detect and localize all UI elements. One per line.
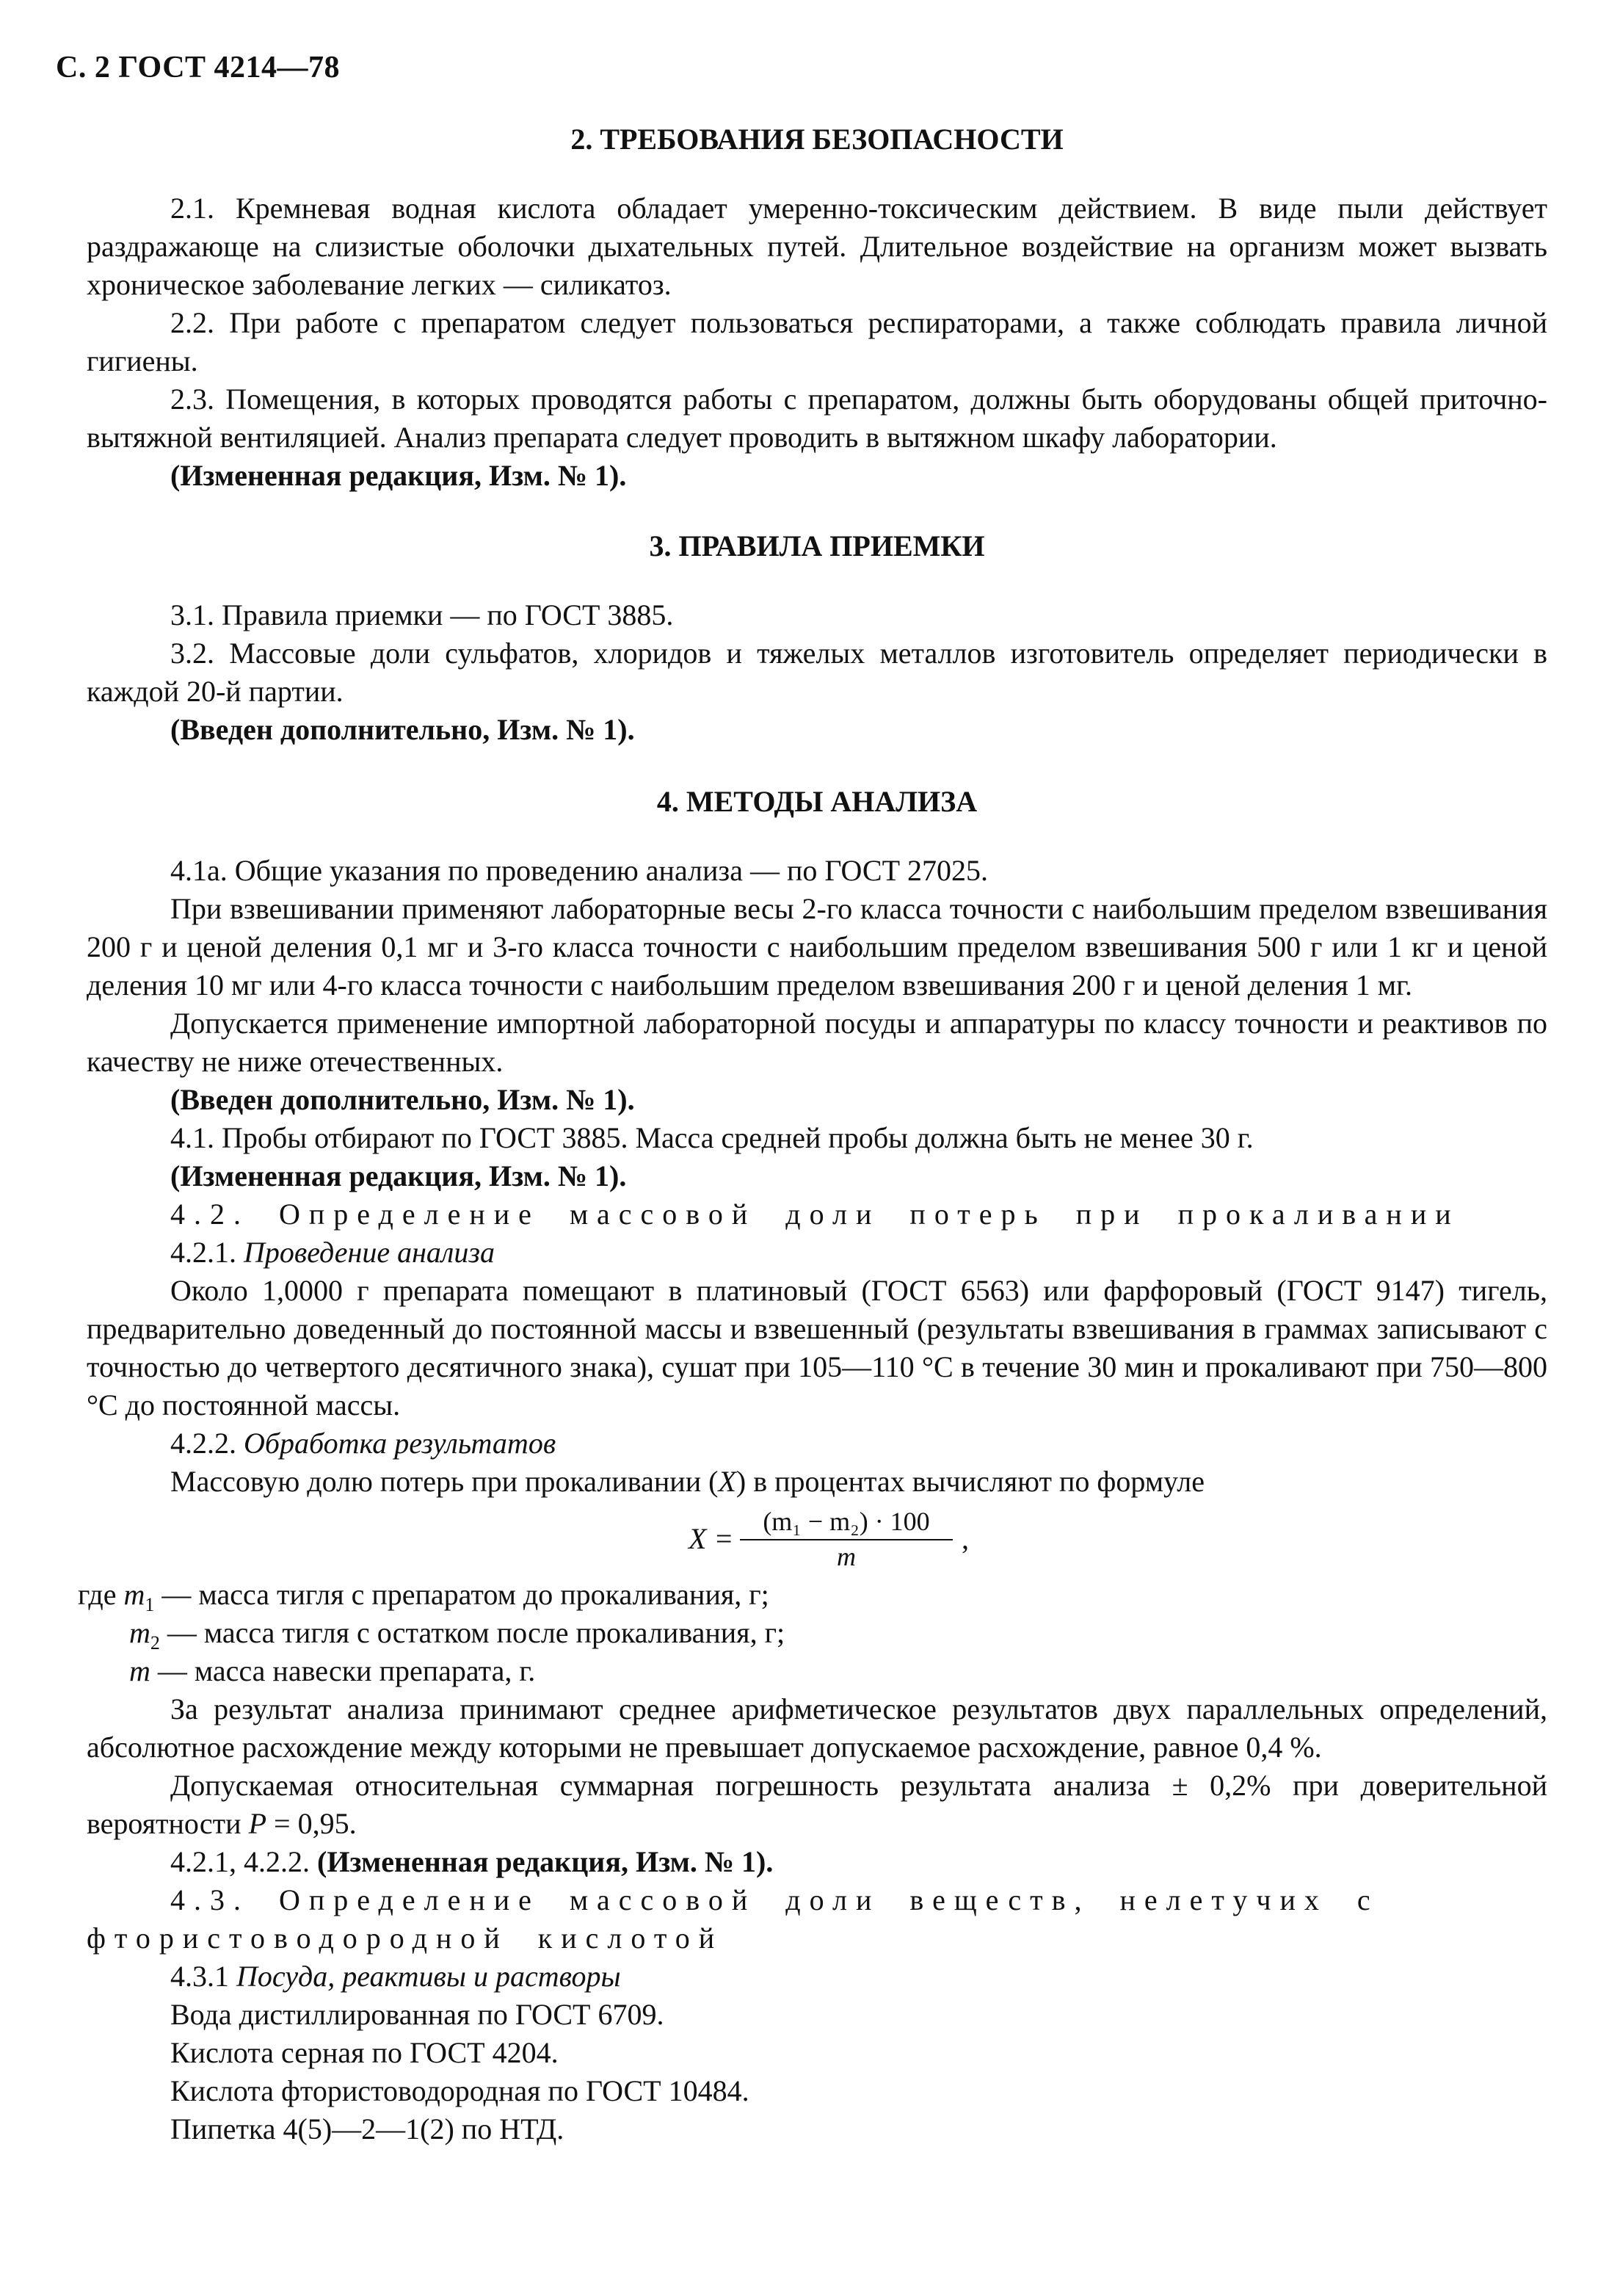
paragraph-4-3: 4.3. Определение массовой доли веществ, нелетучих с фтористоводородной кислотой	[87, 1883, 1379, 1955]
text-fragment: = 0,95.	[266, 1807, 357, 1840]
variable-m: m	[129, 1616, 150, 1649]
subscript: 1	[145, 1594, 155, 1615]
section-title-safety: 2. ТРЕБОВАНИЯ БЕЗОПАСНОСТИ	[570, 123, 1064, 156]
variable-p: P	[248, 1807, 267, 1840]
legend-row-m1	[78, 1576, 1547, 1614]
legend-row-m	[129, 1652, 1547, 1690]
added-note: (Введен дополнительно, Изм. № 1).	[170, 713, 635, 746]
paragraph-4-1: 4.1. Пробы отбирают по ГОСТ 3885. Масса средней пробы должна быть не менее 30 г.	[170, 1121, 1254, 1154]
variable-m: m	[129, 1654, 150, 1687]
subsection-4-2-1	[87, 1234, 1547, 1272]
paragraph-procedure: Около 1,0000 г препарата помещают в платиновый (ГОСТ 6563) или фарфоровый (ГОСТ 9147) тигель, предварительно доведенный до постоянной массы и взвешенный (результаты взвешивания в граммах записывают с точностью до четвертого десятичного знака), сушат при 105—110 °С в течение 30 мин и прокаливают при 750—800 °С до постоянной массы.	[87, 1274, 1547, 1422]
subsection-number: 4.3.1	[170, 1960, 236, 1993]
text-fragment: Массовую долю потерь при прокаливании (	[170, 1465, 719, 1498]
formula-lhs: X =	[689, 1522, 734, 1555]
subsection-title: Проведение анализа	[244, 1236, 495, 1269]
amendment-note: (Измененная редакция, Изм. № 1).	[170, 459, 627, 492]
paragraph-3-2: 3.2. Массовые доли сульфатов, хлоридов и тяжелых металлов изготовитель определяет периодически в каждой 20-й партии.	[87, 637, 1547, 708]
subsection-4-3-1	[87, 1958, 1547, 1996]
list-item: Кислота фтористоводородная по ГОСТ 10484.	[170, 2074, 749, 2107]
text-fragment: 4.2.1, 4.2.2.	[170, 1845, 317, 1878]
formula-fraction	[740, 1505, 953, 1573]
paragraph-weighing: При взвешивании применяют лабораторные весы 2-го класса точности с наибольшим пределом взвешивания 200 г и ценой деления 0,1 мг и 3-го класса точности с наибольшим пределом взвешивания 500 г или 1 кг и ценой деления 10 мг или 4-го класса точности с наибольшим пределом взвешивания 200 г и ценой деления 1 мг.	[87, 892, 1547, 1002]
section-title-methods: 4. МЕТОДЫ АНАЛИЗА	[656, 785, 978, 818]
formula-denominator: m	[837, 1542, 856, 1571]
formula	[87, 1505, 1547, 1573]
paragraph-2-1: 2.1. Кремневая водная кислота обладает умеренно-токсическим действием. В виде пыли действует раздражающе на слизистые оболочки дыхательных путей. Длительное воздействие на организм может вызвать хроническое заболевание легких — силикатоз.	[87, 192, 1547, 301]
formula-legend	[78, 1576, 1547, 1690]
subscript: 2	[150, 1632, 160, 1654]
added-note-2: (Введен дополнительно, Изм. № 1).	[170, 1083, 635, 1116]
paragraph-4-2: 4.2. Определение массовой доли потерь при прокаливании	[170, 1198, 1460, 1231]
paragraph-error	[87, 1767, 1547, 1843]
formula-comma: ,	[962, 1522, 969, 1555]
paragraph-result: За результат анализа принимают среднее арифметическое результатов двух параллельных определений, абсолютное расхождение между которыми не превышает допускаемое расхождение, равное 0,4 %.	[87, 1692, 1547, 1764]
subsection-title: Обработка результатов	[244, 1427, 556, 1460]
subsection-title: Посуда, реактивы и растворы	[236, 1960, 621, 1993]
legend-prefix: где	[78, 1578, 124, 1611]
formula-numerator: (m₁ − m₂) · 100	[740, 1505, 953, 1540]
list-item: Вода дистиллированная по ГОСТ 6709.	[170, 1998, 664, 2031]
text-fragment: Допускаемая относительная суммарная погрешность результата анализа ± 0,2% при доверительной вероятности	[87, 1769, 1547, 1840]
list-item: Кислота серная по ГОСТ 4204.	[170, 2036, 559, 2069]
paragraph-amendment-3	[87, 1843, 1547, 1881]
legend-text: — масса навески препарата, г.	[150, 1654, 536, 1687]
legend-text: — масса тигля с препаратом до прокаливания, г;	[154, 1578, 769, 1611]
text-fragment: ) в процентах вычисляют по формуле	[736, 1465, 1205, 1498]
paragraph-formula-intro	[87, 1463, 1547, 1501]
legend-row-m2	[129, 1614, 1547, 1652]
document-body	[78, 117, 1547, 2148]
paragraph-3-1: 3.1. Правила приемки — по ГОСТ 3885.	[170, 598, 674, 631]
paragraph-2-2: 2.2. При работе с препаратом следует пользоваться респираторами, а также соблюдать правила личной гигиены.	[87, 306, 1547, 377]
legend-text: — масса тигля с остатком после прокаливания, г;	[159, 1616, 785, 1649]
amendment-note-3: (Измененная редакция, Изм. № 1).	[317, 1845, 774, 1878]
variable-x: X	[718, 1465, 736, 1498]
section-title-acceptance: 3. ПРАВИЛА ПРИЕМКИ	[649, 529, 985, 562]
amendment-note-2: (Измененная редакция, Изм. № 1).	[170, 1159, 627, 1192]
paragraph-2-3: 2.3. Помещения, в которых проводятся работы с препаратом, должны быть оборудованы общей приточно-вытяжной вентиляцией. Анализ препарата следует проводить в вытяжном шкафу лаборатории.	[87, 383, 1547, 454]
subsection-number: 4.2.2.	[170, 1427, 244, 1460]
subsection-number: 4.2.1.	[170, 1236, 244, 1269]
page-header: С. 2 ГОСТ 4214—78	[56, 51, 341, 84]
paragraph-import: Допускается применение импортной лабораторной посуды и аппаратуры по классу точности и реактивов по качеству не ниже отечественных.	[87, 1007, 1547, 1078]
variable-m: m	[123, 1578, 145, 1611]
list-item: Пипетка 4(5)—2—1(2) по НТД.	[170, 2112, 564, 2145]
subsection-4-2-2	[87, 1424, 1547, 1463]
paragraph-4-1a: 4.1а. Общие указания по проведению анализа — по ГОСТ 27025.	[170, 854, 989, 887]
